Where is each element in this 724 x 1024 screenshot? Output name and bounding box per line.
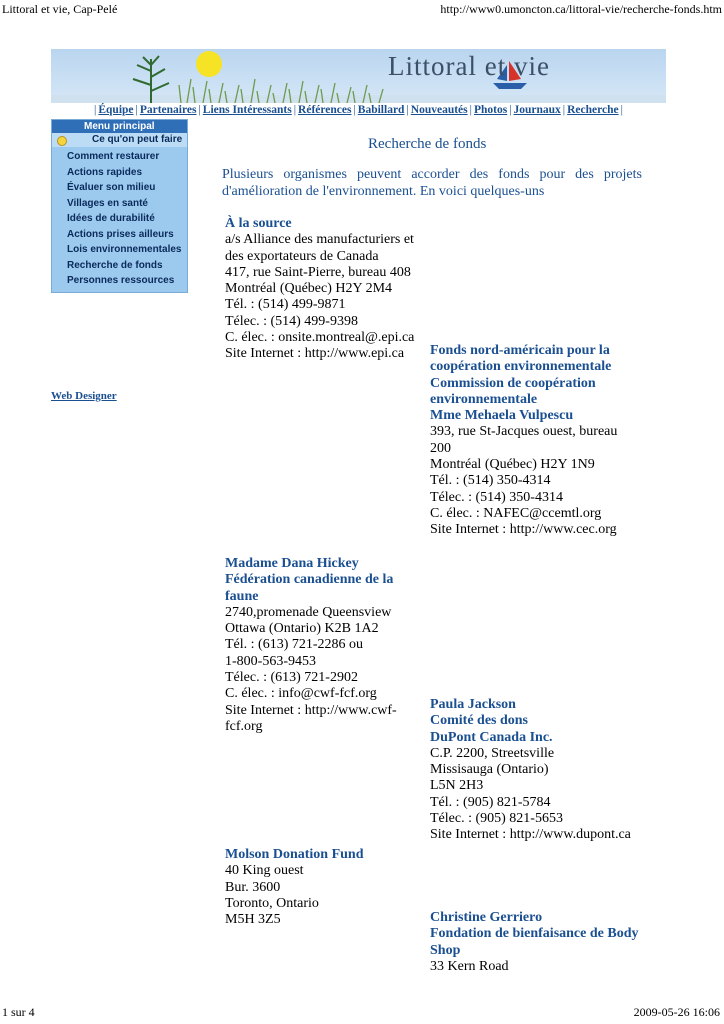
- nav-link-references[interactable]: Références: [298, 104, 352, 116]
- org-line: M5H 3Z5: [225, 912, 281, 928]
- menu-item-active[interactable]: [52, 133, 187, 147]
- org-line: Site Internet : http://www.dupont.ca: [430, 827, 631, 843]
- org-line: Télec. : (514) 499-9398: [225, 313, 358, 329]
- bullet-icon: [57, 136, 67, 146]
- org-line: 1-800-563-9453: [225, 653, 316, 669]
- top-navigation: | Équipe | Partenaires | Liens Intéressants | Références | Babillard | Nouveautés | Photos | Journaux | Recherche |: [94, 104, 623, 116]
- menu-item-actions-rapides[interactable]: Actions rapides: [67, 166, 143, 178]
- nav-link-journaux[interactable]: Journaux: [513, 104, 561, 116]
- org-heading: environnementale: [430, 391, 538, 407]
- org-line: Tél. : (613) 721-2286 ou: [225, 637, 364, 653]
- menu-item-actions-ailleurs[interactable]: Actions prises ailleurs: [67, 228, 174, 240]
- print-footer-page: 1 sur 4: [2, 1005, 35, 1019]
- org-heading: Christine Gerriero: [430, 910, 543, 925]
- org-line: Montréal (Québec) H2Y 1N9: [430, 457, 595, 473]
- org-heading: Mme Mehaela Vulpescu: [430, 408, 574, 424]
- org-heading: Fonds nord-américain pour la: [430, 343, 610, 358]
- banner-illustration-icon: [51, 49, 666, 103]
- org-a-la-source: [225, 216, 414, 363]
- nav-link-photos[interactable]: Photos: [473, 104, 508, 116]
- org-line: 417, rue Saint-Pierre, bureau 408: [225, 264, 411, 280]
- org-heading: DuPont Canada Inc.: [430, 729, 553, 745]
- org-line: Télec. : (514) 350-4314: [430, 489, 563, 505]
- main-menu: [51, 119, 188, 293]
- org-line: Bur. 3600: [225, 879, 281, 895]
- org-line: Site Internet : http://www.cwf-: [225, 702, 397, 718]
- org-heading: Paula Jackson: [430, 697, 516, 712]
- org-line: Montréal (Québec) H2Y 2M4: [225, 281, 393, 297]
- org-heading: Fondation de bienfaisance de Body: [430, 926, 639, 942]
- org-heading: Madame Dana Hickey: [225, 556, 359, 571]
- org-line: Ottawa (Ontario) K2B 1A2: [225, 621, 379, 637]
- org-line: 200: [430, 440, 451, 456]
- org-federation-faune: [225, 556, 397, 735]
- intro-paragraph: Plusieurs organismes peuvent accorder des fonds pour des projets d'amélioration de l'environnement. En voici quelques-uns: [222, 167, 642, 199]
- org-line: 2740,promenade Queensview: [225, 604, 392, 620]
- org-line: fcf.org: [225, 718, 263, 734]
- print-footer-datetime: 2009-05-26 16:06: [633, 1005, 720, 1019]
- org-line: 40 King ouest: [225, 863, 304, 879]
- org-line: Toronto, Ontario: [225, 895, 319, 911]
- nav-link-recherche[interactable]: Recherche: [567, 104, 619, 116]
- print-header-title: Littoral et vie, Cap-Pelé: [2, 2, 118, 16]
- org-molson: [225, 847, 363, 928]
- menu-item-evaluer-milieu[interactable]: Évaluer son milieu: [67, 182, 156, 193]
- print-header-url: http://www0.umoncton.ca/littoral-vie/recherche-fonds.htm: [440, 2, 722, 16]
- org-line: C.P. 2200, Streetsville: [430, 745, 555, 761]
- org-line: Tél. : (514) 350-4314: [430, 473, 551, 489]
- web-designer-link[interactable]: Web Designer: [51, 390, 117, 402]
- menu-item-lois-environnementales[interactable]: Lois environnementales: [67, 244, 182, 255]
- nav-link-partenaires[interactable]: Partenaires: [139, 104, 197, 116]
- org-heading: Fédération canadienne de la: [225, 572, 394, 588]
- menu-item-recherche-fonds[interactable]: Recherche de fonds: [67, 259, 163, 271]
- org-heading: coopération environnementale: [430, 359, 612, 375]
- org-dupont: [430, 697, 631, 844]
- org-line: C. élec. : info@cwf-fcf.org: [225, 686, 377, 702]
- nav-link-liens[interactable]: Liens Intéressants: [202, 104, 292, 116]
- org-heading: faune: [225, 588, 259, 604]
- org-line: 33 Kern Road: [430, 958, 509, 974]
- nav-link-babillard[interactable]: Babillard: [357, 104, 405, 116]
- org-body-shop: [430, 910, 638, 975]
- menu-item-active-label: Ce qu'on peut faire: [92, 134, 183, 145]
- org-heading: Shop: [430, 942, 461, 958]
- org-fonds-nord-americain: [430, 343, 617, 539]
- org-line: Tél. : (905) 821-5784: [430, 794, 551, 810]
- org-line: L5N 2H3: [430, 778, 484, 794]
- org-line: Tél. : (514) 499-9871: [225, 297, 346, 313]
- menu-item-personnes-ressources[interactable]: Personnes ressources: [67, 275, 175, 286]
- org-line: des exportateurs de Canada: [225, 248, 379, 264]
- page-title: Recherche de fonds: [368, 136, 487, 152]
- org-heading: Molson Donation Fund: [225, 847, 364, 862]
- menu-header: Menu principal: [52, 120, 187, 133]
- org-line: Télec. : (613) 721-2902: [225, 670, 358, 686]
- org-line: 393, rue St-Jacques ouest, bureau: [430, 424, 618, 440]
- menu-item-idees-durabilite[interactable]: Idées de durabilité: [67, 213, 155, 224]
- org-line: a/s Alliance des manufacturiers et: [225, 232, 414, 248]
- org-line: Missisauga (Ontario): [430, 762, 549, 778]
- org-line: Site Internet : http://www.cec.org: [430, 522, 617, 538]
- nav-link-equipe[interactable]: Équipe: [98, 104, 134, 116]
- org-line: C. élec. : NAFEC@ccemtl.org: [430, 505, 602, 521]
- org-line: Télec. : (905) 821-5653: [430, 811, 563, 827]
- menu-item-comment-restaurer[interactable]: Comment restaurer: [67, 151, 160, 162]
- org-heading: Commission de coopération: [430, 375, 596, 391]
- banner-title: Littoral et vie: [388, 51, 550, 81]
- org-heading: À la source: [225, 216, 292, 231]
- site-banner: [51, 49, 666, 103]
- org-line: Site Internet : http://www.epi.ca: [225, 346, 405, 362]
- menu-list: [52, 147, 187, 289]
- org-heading: Comité des dons: [430, 713, 529, 729]
- nav-link-nouveautes[interactable]: Nouveautés: [410, 104, 468, 116]
- org-line: C. élec. : onsite.montreal@.epi.ca: [225, 330, 415, 346]
- menu-item-villages-sante[interactable]: Villages en santé: [67, 197, 148, 209]
